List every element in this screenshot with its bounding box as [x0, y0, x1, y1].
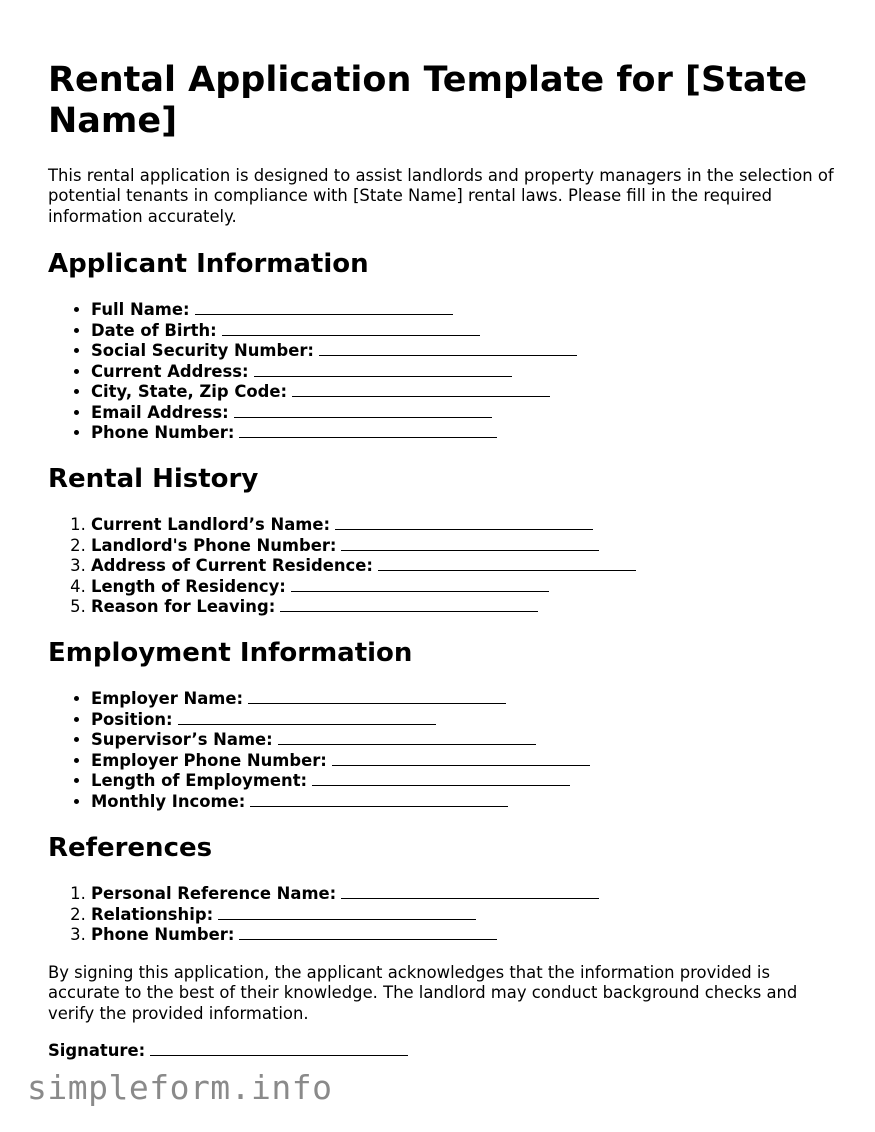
field-label: Position: — [91, 709, 173, 729]
list-item — [91, 792, 590, 813]
blank-line[interactable] — [291, 577, 549, 592]
rental-history-heading: Rental History — [48, 464, 259, 494]
blank-line[interactable] — [222, 321, 480, 336]
blank-line[interactable] — [341, 536, 599, 551]
signature-line — [48, 1041, 408, 1062]
list-item — [91, 597, 636, 618]
list-item — [91, 556, 636, 577]
field-label: Social Security Number: — [91, 341, 314, 360]
field-label: Employer Phone Number: — [91, 750, 327, 770]
field-label: Supervisor’s Name: — [91, 730, 273, 749]
list-item — [91, 884, 599, 905]
blank-line[interactable] — [234, 403, 492, 418]
list-item — [91, 515, 636, 536]
field-label: Relationship: — [91, 904, 214, 924]
list-item — [91, 689, 590, 710]
field-label: City, State, Zip Code: — [91, 382, 288, 401]
field-label: Reason for Leaving: — [91, 597, 276, 616]
list-item — [91, 925, 599, 946]
field-label: Personal Reference Name: — [91, 884, 337, 903]
field-label: Full Name: — [91, 300, 190, 319]
blank-line[interactable] — [378, 556, 636, 571]
list-item — [91, 771, 590, 792]
blank-line[interactable] — [250, 792, 508, 807]
list-item — [91, 300, 577, 321]
blank-line[interactable] — [292, 382, 550, 397]
blank-line[interactable] — [248, 689, 506, 704]
blank-line[interactable] — [312, 771, 570, 786]
blank-line[interactable] — [278, 730, 536, 745]
blank-line[interactable] — [341, 884, 599, 899]
field-label: Length of Employment: — [91, 771, 308, 790]
blank-line[interactable] — [280, 597, 538, 612]
blank-line[interactable] — [335, 515, 593, 530]
blank-line[interactable] — [178, 710, 436, 725]
list-item — [91, 362, 577, 383]
blank-line[interactable] — [332, 751, 590, 766]
blank-line[interactable] — [195, 300, 453, 315]
blank-line[interactable] — [218, 905, 476, 920]
field-label: Phone Number: — [91, 925, 235, 944]
employment-heading: Employment Information — [48, 638, 413, 668]
list-item — [91, 905, 599, 926]
field-label: Current Landlord’s Name: — [91, 515, 331, 534]
list-item — [91, 321, 577, 342]
acknowledgement-paragraph: By signing this application, the applicant acknowledges that the information provided is accurate to the best of their knowledge. The landlord may conduct background checks and verify the provided information. — [48, 963, 798, 1023]
references-heading: References — [48, 833, 213, 863]
field-label: Address of Current Residence: — [91, 556, 373, 575]
intro-paragraph: This rental application is designed to assist landlords and property managers in the selection of potential tenants in compliance with [State Name] rental laws. Please fill in the required information accurately. — [48, 166, 834, 226]
list-item — [91, 751, 590, 772]
field-label: Monthly Income: — [91, 791, 246, 811]
field-label: Length of Residency: — [91, 576, 286, 596]
list-item — [91, 382, 577, 403]
blank-line[interactable] — [239, 423, 497, 438]
list-item — [91, 423, 577, 444]
blank-line[interactable] — [319, 341, 577, 356]
list-item — [91, 730, 590, 751]
applicant-list — [48, 300, 577, 444]
applicant-heading: Applicant Information — [48, 249, 369, 279]
list-item — [91, 536, 636, 557]
list-item — [91, 710, 590, 731]
signature-blank[interactable] — [150, 1041, 408, 1056]
field-label: Phone Number: — [91, 423, 235, 442]
field-label: Employer Name: — [91, 689, 244, 708]
field-label: Landlord's Phone Number: — [91, 535, 337, 555]
field-label: Email Address: — [91, 402, 229, 422]
references-list — [48, 884, 599, 946]
field-label: Current Address: — [91, 361, 249, 381]
field-label: Date of Birth: — [91, 320, 217, 340]
list-item — [91, 403, 577, 424]
rental-history-list — [48, 515, 636, 618]
list-item — [91, 577, 636, 598]
employment-list — [48, 689, 590, 812]
blank-line[interactable] — [254, 362, 512, 377]
watermark: simpleform.info — [27, 1068, 333, 1107]
signature-label: Signature: — [48, 1041, 146, 1060]
list-item — [91, 341, 577, 362]
page-title: Rental Application Template for [State Name] — [48, 60, 808, 141]
blank-line[interactable] — [239, 925, 497, 940]
